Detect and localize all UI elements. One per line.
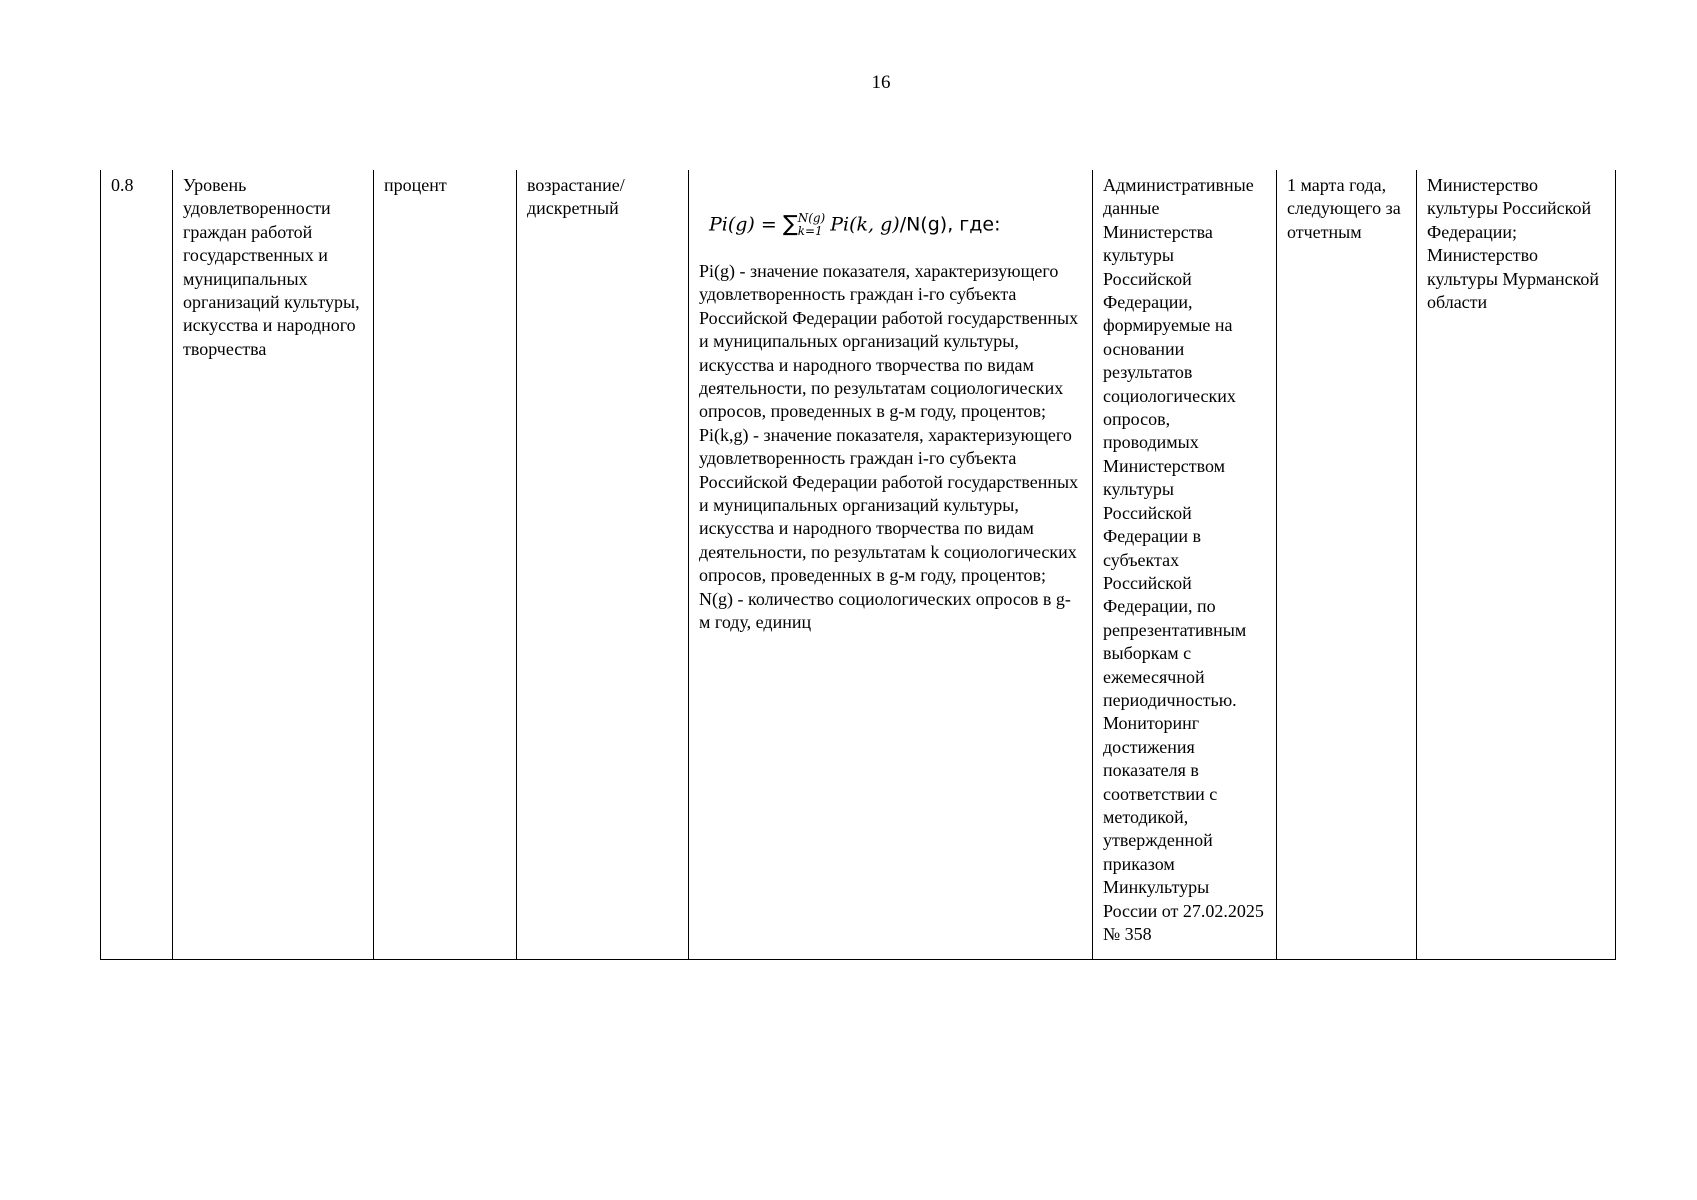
definition-n-g: N(g) - количество социологических опросов в g-м году, единиц xyxy=(699,588,1071,633)
definition-pi-k-g: Pi(k,g) - значение показателя, характеризующего удовлетворенность граждан i-го субъекта Российской Федерации работой государственных и муниципальных организаций культуры, искусства и народного творчества по видам деятельности, по результатам k социологических опросов, проведенных в g-м году, процентов; xyxy=(699,424,1079,586)
cell-row-number: 0.8 xyxy=(101,170,173,960)
sum-upper: N(g) xyxy=(797,211,826,225)
cell-unit: процент xyxy=(374,170,517,960)
formula-term: Pi(k, g) xyxy=(830,213,900,236)
cell-indicator-name: Уровень удовлетворенности граждан работой государственных и муниципальных организаций культуры, искусства и народного творчества xyxy=(173,170,374,960)
definition-pi-g: Pi(g) - значение показателя, характеризующего удовлетворенность граждан i-го субъекта Российской Федерации работой государственных и муниципальных организаций культуры, искусства и народного творчества по видам деятельности, по результатам социологических опросов, проведенных в g-м году, процентов; xyxy=(699,261,1079,422)
table-row xyxy=(101,170,1616,960)
cell-responsible: Министерство культуры Российской Федерации; Министерство культуры Мурманской области xyxy=(1417,170,1616,960)
cell-calculation-method xyxy=(689,170,1093,960)
cell-data-source: Административные данные Министерства культуры Российской Федерации, формируемые на основании результатов социологических опросов, проводимых Министерством культуры Российской Федерации в субъектах Российской Федерации, по репрезентативным выборкам с ежемесячной периодичностью. Мониторинг достижения показателя в соответствии с методикой, утвержденной приказом Минкультуры России от 27.02.2025 № 358 xyxy=(1093,170,1277,960)
page-number: 16 xyxy=(871,72,891,93)
formula-tail: /N(g), где: xyxy=(899,213,1001,236)
formula: Pi(g) = ∑N(g) k=1 Pi(k, g)/N(g), где: xyxy=(709,211,1001,238)
cell-indicator-type: возрастание/ дискретный xyxy=(517,170,689,960)
sum-lower: k=1 xyxy=(797,224,823,238)
cell-deadline: 1 марта года, следующего за отчетным xyxy=(1277,170,1417,960)
sum-limits xyxy=(798,212,826,238)
formula-lhs: Pi(g) xyxy=(709,213,755,236)
sum-sign: ∑ xyxy=(782,211,798,237)
indicator-table xyxy=(100,170,1616,960)
